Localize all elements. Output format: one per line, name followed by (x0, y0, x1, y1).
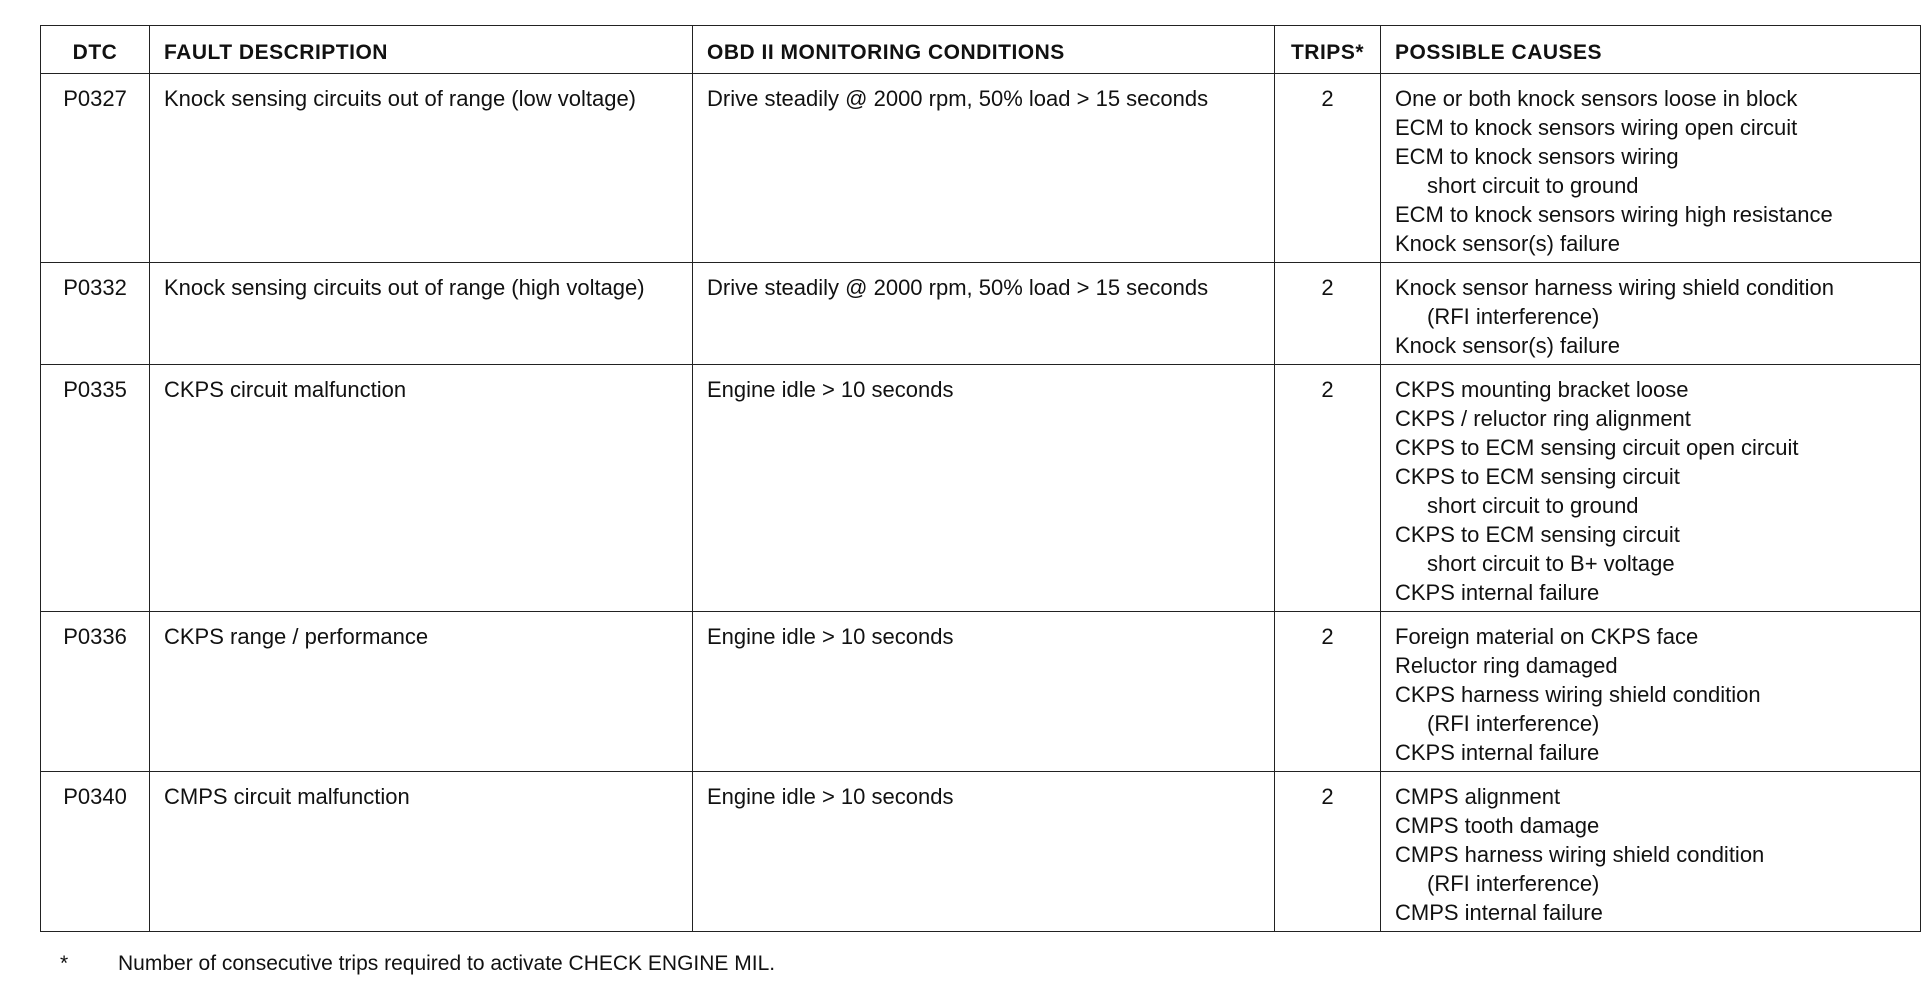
trips-cell: 2 (1275, 772, 1381, 932)
trips-cell: 2 (1275, 365, 1381, 612)
monitoring-conditions-cell: Engine idle > 10 seconds (693, 772, 1275, 932)
fault-description-cell: CKPS circuit malfunction (150, 365, 693, 612)
cause-line: CMPS tooth damage (1395, 813, 1600, 838)
trips-cell: 2 (1275, 263, 1381, 365)
monitoring-conditions-cell: Engine idle > 10 seconds (693, 612, 1275, 772)
cause-line: Knock sensor(s) failure (1395, 333, 1620, 358)
table-row (41, 74, 1921, 263)
monitoring-conditions-cell: Drive steadily @ 2000 rpm, 50% load > 15 seconds (693, 74, 1275, 263)
cause-line: CKPS to ECM sensing circuit (1395, 464, 1680, 489)
cause-line: CKPS to ECM sensing circuit (1395, 522, 1680, 547)
cause-line: (RFI interference) (1427, 871, 1600, 896)
cause-line: Reluctor ring damaged (1395, 653, 1618, 678)
cause-line: CKPS mounting bracket loose (1395, 377, 1689, 402)
cause-line: ECM to knock sensors wiring open circuit (1395, 115, 1798, 140)
table-row (41, 612, 1921, 772)
trips-cell: 2 (1275, 74, 1381, 263)
fault-description-cell: CKPS range / performance (150, 612, 693, 772)
cause-line: CKPS internal failure (1395, 740, 1600, 765)
cause-line: Knock sensor harness wiring shield condition (1395, 275, 1835, 300)
dtc-code-cell: P0327 (41, 74, 150, 263)
cause-line: short circuit to B+ voltage (1427, 551, 1675, 576)
dtc-code-cell: P0340 (41, 772, 150, 932)
header-fault-description: FAULT DESCRIPTION (150, 26, 693, 74)
cause-line: CKPS internal failure (1395, 580, 1600, 605)
cause-line: CKPS / reluctor ring alignment (1395, 406, 1691, 431)
cause-line: Knock sensor(s) failure (1395, 231, 1620, 256)
trips-cell: 2 (1275, 612, 1381, 772)
table-row (41, 772, 1921, 932)
possible-causes-cell (1381, 263, 1921, 365)
footnote-text: Number of consecutive trips required to activate CHECK ENGINE MIL. (118, 952, 776, 975)
dtc-code-cell: P0332 (41, 263, 150, 365)
footnote-marker: * (60, 952, 69, 975)
footnote (60, 950, 775, 978)
dtc-code-cell: P0335 (41, 365, 150, 612)
cause-line: ECM to knock sensors wiring (1395, 144, 1679, 169)
cause-line: Foreign material on CKPS face (1395, 624, 1699, 649)
fault-description-cell: CMPS circuit malfunction (150, 772, 693, 932)
cause-line: CMPS alignment (1395, 784, 1561, 809)
dtc-table (40, 25, 1921, 932)
possible-causes-cell (1381, 74, 1921, 263)
cause-line: (RFI interference) (1427, 711, 1600, 736)
header-dtc: DTC (41, 26, 150, 74)
cause-line: One or both knock sensors loose in block (1395, 86, 1798, 111)
table-header-row (41, 26, 1921, 74)
fault-description-cell: Knock sensing circuits out of range (low voltage) (150, 74, 693, 263)
fault-description-cell: Knock sensing circuits out of range (high voltage) (150, 263, 693, 365)
monitoring-conditions-cell: Drive steadily @ 2000 rpm, 50% load > 15 seconds (693, 263, 1275, 365)
possible-causes-cell (1381, 772, 1921, 932)
cause-line: short circuit to ground (1427, 173, 1639, 198)
cause-line: CKPS to ECM sensing circuit open circuit (1395, 435, 1799, 460)
cause-line: CKPS harness wiring shield condition (1395, 682, 1761, 707)
table-row (41, 365, 1921, 612)
dtc-code-cell: P0336 (41, 612, 150, 772)
table-body (41, 74, 1921, 932)
possible-causes-cell (1381, 612, 1921, 772)
cause-line: (RFI interference) (1427, 304, 1600, 329)
header-trips: TRIPS* (1275, 26, 1381, 74)
cause-line: short circuit to ground (1427, 493, 1639, 518)
header-monitoring-conditions: OBD II MONITORING CONDITIONS (693, 26, 1275, 74)
monitoring-conditions-cell: Engine idle > 10 seconds (693, 365, 1275, 612)
table-row (41, 263, 1921, 365)
cause-line: CMPS harness wiring shield condition (1395, 842, 1765, 867)
header-possible-causes: POSSIBLE CAUSES (1381, 26, 1921, 74)
possible-causes-cell (1381, 365, 1921, 612)
cause-line: CMPS internal failure (1395, 900, 1603, 925)
cause-line: ECM to knock sensors wiring high resistance (1395, 202, 1833, 227)
